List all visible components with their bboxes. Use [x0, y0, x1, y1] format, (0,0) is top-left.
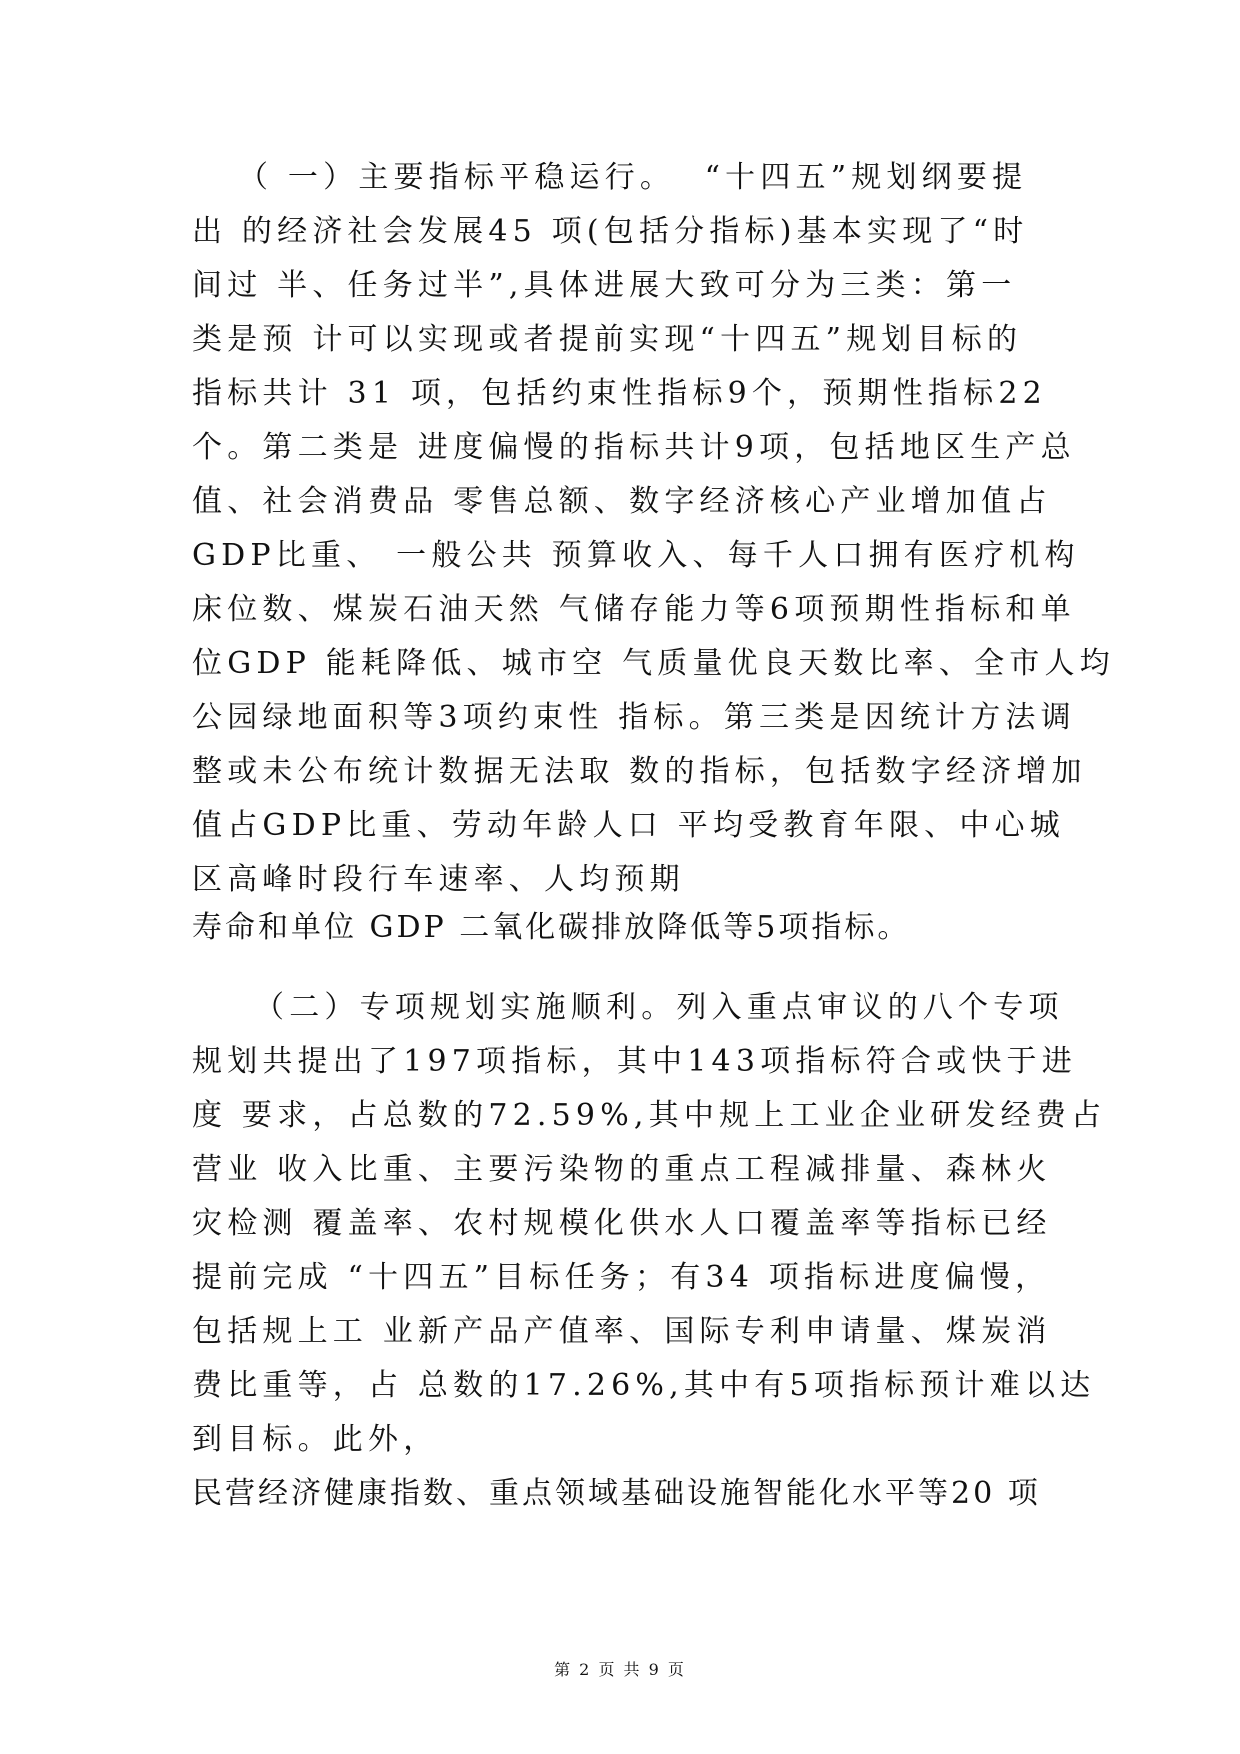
text-line: 床位数、煤炭石油天然 气储存能力等6项预期性指标和单: [192, 592, 1076, 627]
text-line: 间过 半、任务过半”,具体进展大致可分为三类：第一: [192, 268, 1017, 303]
text-line: 度 要求，占总数的72.59%,其中规上工业企业研发经费占: [192, 1098, 1107, 1133]
text-line: 类是预 计可以实现或者提前实现“十四五”规划目标的: [192, 322, 1023, 357]
text-line: 值、社会消费品 零售总额、数字经济核心产业增加值占: [192, 484, 1052, 519]
text-line: 到目标。此外，: [192, 1422, 439, 1457]
text-line: 规划共提出了197项指标，其中143项指标符合或快于进: [192, 1044, 1077, 1079]
text-line: 费比重等，占 总数的17.26%,其中有5项指标预计难以达: [192, 1368, 1096, 1403]
text-line: 营业 收入比重、主要污染物的重点工程减排量、森林火: [192, 1152, 1052, 1187]
text-line: 区高峰时段行车速率、人均预期: [192, 862, 685, 897]
text-line: 公园绿地面积等3项约束性 指标。第三类是因统计方法调: [192, 700, 1076, 735]
page-number-footer: 第 2 页 共 9 页: [554, 1660, 686, 1679]
text-line: GDP比重、 一般公共 预算收入、每千人口拥有医疗机构: [192, 538, 1080, 573]
text-line: （二）专项规划实施顺利。列入重点审议的八个专项: [254, 990, 1064, 1025]
text-line: 指标共计 31 项，包括约束性指标9个，预期性指标22: [192, 376, 1047, 411]
text-line: 个。第二类是 进度偏慢的指标共计9项，包括地区生产总: [192, 430, 1076, 465]
text-line: 灾检测 覆盖率、农村规模化供水人口覆盖率等指标已经: [192, 1206, 1052, 1241]
text-line: 整或未公布统计数据无法取 数的指标，包括数字经济增加: [192, 754, 1087, 789]
text-line: 包括规上工 业新产品产值率、国际专利申请量、煤炭消: [192, 1314, 1052, 1349]
text-line: 出 的经济社会发展45 项(包括分指标)基本实现了“时: [192, 214, 1029, 249]
text-line: 民营经济健康指数、重点领域基础设施智能化水平等20 项: [192, 1476, 1041, 1511]
text-line: （ 一）主要指标平稳运行。 “十四五”规划纲要提: [238, 160, 1028, 195]
text-line: 位GDP 能耗降低、城市空 气质量优良天数比率、全市人均: [192, 646, 1115, 681]
text-line: 值占GDP比重、劳动年龄人口 平均受教育年限、中心城: [192, 808, 1065, 843]
text-line: 寿命和单位 GDP 二氧化碳排放降低等5项指标。: [192, 910, 911, 945]
text-line: 提前完成 “十四五”目标任务；有34 项指标进度偏慢，: [192, 1260, 1051, 1295]
